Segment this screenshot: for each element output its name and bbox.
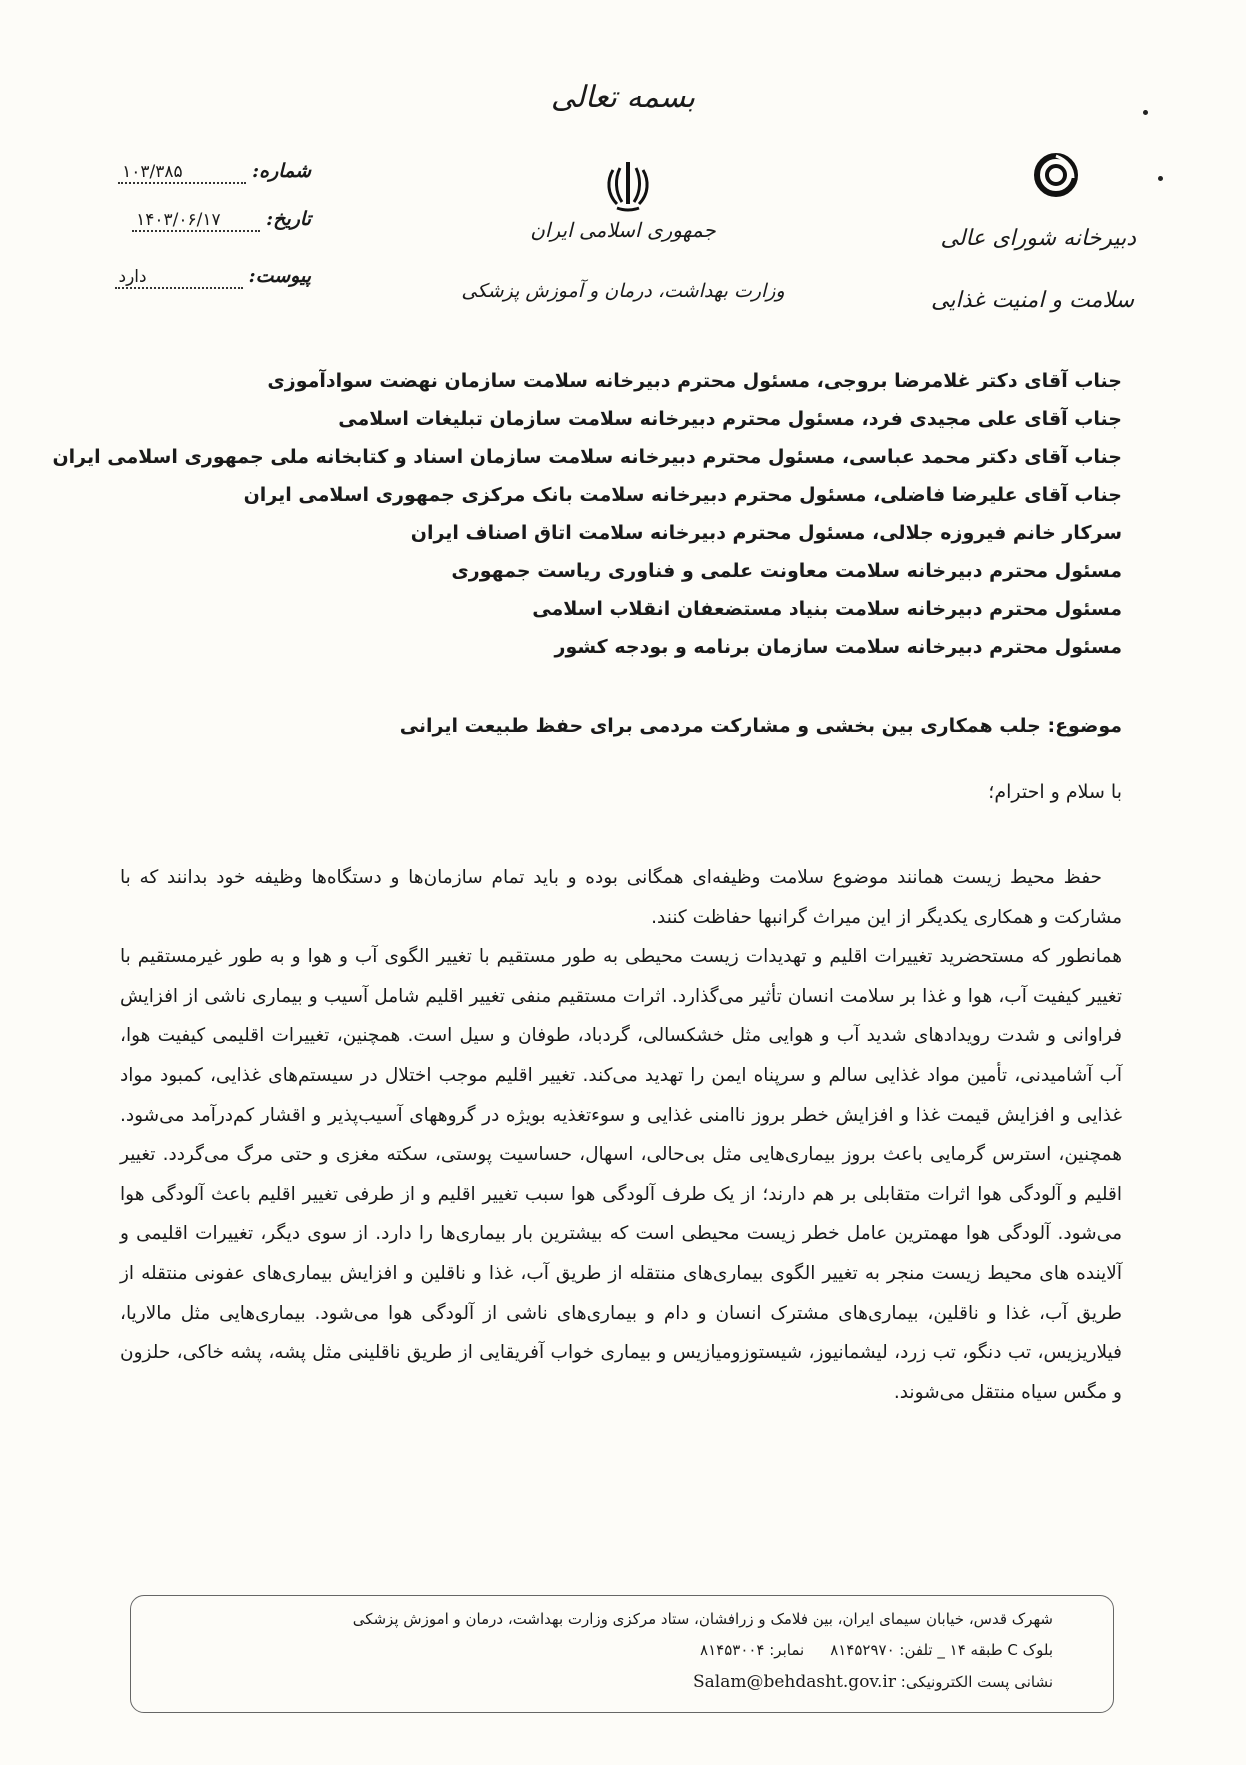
letter-date-label: تاریخ:: [266, 208, 311, 230]
addressee-item: جناب آقای دکتر محمد عباسی، مسئول محترم دبیرخانه سلامت سازمان اسناد و کتابخانه ملی جمهوری اسلامی ایران: [52, 446, 1122, 468]
letter-date-value: ۱۴۰۳/۰۶/۱۷: [132, 210, 260, 232]
scan-speck: [1143, 110, 1148, 115]
footer-contact: [700, 1641, 1053, 1659]
addressee-item: سرکار خانم فیروزه جلالی، مسئول محترم دبیرخانه سلامت اتاق اصناف ایران: [410, 522, 1122, 544]
letter-attachment-label: پیوست:: [248, 265, 311, 287]
addressee-item: جناب آقای علی مجیدی فرد، مسئول محترم دبیرخانه سلامت سازمان تبلیغات اسلامی: [338, 408, 1122, 430]
footer-address: شهرک قدس، خیابان سیمای ایران، بین فلامک و زرافشان، ستاد مرکزی وزارت بهداشت، درمان و اموزش پزشکی: [352, 1610, 1053, 1628]
footer-email-label: نشانی پست الکترونیکی:: [900, 1673, 1053, 1691]
body-paragraph: حفظ محیط زیست همانند موضوع سلامت وظیفه‌ای همگانی بوده و باید تمام سازمان‌ها و دستگاه‌ها وظیفه خود بدانند که با مشارکت و همکاری یکدیگر از این میراث گرانبها حفاظت کنند.: [120, 867, 1122, 928]
letter-attachment-value: دارد: [115, 267, 243, 289]
letter-number-value: ۱۰۳/۳۸۵: [118, 162, 246, 184]
addressee-item: مسئول محترم دبیرخانه سلامت بنیاد مستضعفان انقلاب اسلامی: [532, 598, 1122, 620]
addressee-item: مسئول محترم دبیرخانه سلامت سازمان برنامه و بودجه کشور: [554, 636, 1122, 658]
letter-date: [132, 208, 311, 232]
republic-title: جمهوری اسلامی ایران: [530, 218, 716, 242]
footer-email-line: [693, 1672, 1053, 1692]
address-footer: [130, 1595, 1114, 1713]
footer-block-phone: بلوک C طبقه ۱۴ _ تلفن: ۸۱۴۵۲۹۷۰: [830, 1641, 1053, 1659]
bismillah-heading: بسمه تعالی: [550, 80, 696, 115]
footer-fax: نمابر: ۸۱۴۵۳۰۰۴: [700, 1641, 805, 1659]
letter-number: [118, 160, 311, 184]
addressee-item: مسئول محترم دبیرخانه سلامت معاونت علمی و فناوری ریاست جمهوری: [451, 560, 1122, 582]
council-name-line2: سلامت و امنیت غذایی: [931, 288, 1134, 313]
ministry-title: وزارت بهداشت، درمان و آموزش پزشکی: [461, 280, 785, 302]
council-logo-icon: [1033, 152, 1079, 198]
letter-greeting: با سلام و احترام؛: [988, 781, 1122, 803]
footer-email-link[interactable]: Salam@behdasht.gov.ir: [693, 1672, 896, 1692]
letter-body: [120, 858, 1122, 1412]
scan-speck: [1158, 176, 1163, 181]
letter-subject: موضوع: جلب همکاری بین بخشی و مشارکت مردمی برای حفظ طبیعت ایرانی: [399, 715, 1122, 737]
letter-attachment: [115, 265, 311, 289]
iran-emblem-icon: [603, 158, 653, 214]
body-paragraph: همانطور که مستحضرید تغییرات اقلیم و تهدیدات زیست محیطی به طور مستقیم با تغییر الگوی آب و هوا و به طور غیرمستقیم با تغییر کیفیت آب، هوا و غذا بر سلامت انسان تأثیر می‌گذارد. اثرات مستقیم منفی تغییر اقلیم شامل آسیب و بیماری ناشی از افزایش فراوانی و شدت رویدادهای شدید آب و هوایی مثل خشکسالی، گردباد، طوفان و سیل است. همچنین، تغییرات اقلیمی کیفیت هوا، آب آشامیدنی، تأمین مواد غذایی سالم و سرپناه ایمن را تهدید می‌کند. تغییر اقلیم موجب اختلال در سیستم‌های غذایی، کمبود مواد غذایی و افزایش قیمت غذا و افزایش خطر بروز ناامنی غذایی و سوءتغذیه بویژه در گروههای آسیب‌پذیر و اقشار کم‌درآمد می‌شود. همچنین، استرس گرمایی باعث بروز بیماری‌هایی مثل بی‌حالی، اسهال، حساسیت پوستی، سکته مغزی و حتی مرگ می‌گردد. تغییر اقلیم و آلودگی هوا اثرات متقابلی بر هم دارند؛ از یک طرف آلودگی هوا سبب تغییر اقلیم و از طرفی تغییر اقلیم باعث آلودگی هوا می‌شود. آلودگی هوا مهمترین عامل خطر زیست محیطی است که بیشترین بار بیماری‌ها را دارد. از سوی دیگر، تغییرات اقلیمی و آلاینده های محیط زیست منجر به تغییر الگوی بیماری‌های منتقله از طریق آب، غذا و ناقلین و افزایش بیماری‌های عفونی منتقله از طریق آب، غذا و ناقلین، بیماری‌های مشترک انسان و دام و بیماری‌های ناشی از آلودگی هوا می‌شود. بیماری‌هایی مثل مالاریا، فیلاریزیس، تب دنگو، تب زرد، لیشمانیوز، شیستوزومیازیس و بیماری خواب آفریقایی از طریق ناقلینی مثل پشه، پشه خاکی، حلزون و مگس سیاه منتقل می‌شوند.: [120, 946, 1122, 1403]
council-name-line1: دبیرخانه شورای عالی: [940, 226, 1136, 251]
letter-number-label: شماره:: [252, 160, 311, 182]
addressee-item: جناب آقای علیرضا فاضلی، مسئول محترم دبیرخانه سلامت بانک مرکزی جمهوری اسلامی ایران: [243, 484, 1122, 506]
addressee-list: [52, 362, 1122, 666]
addressee-item: جناب آقای دکتر غلامرضا بروجی، مسئول محترم دبیرخانه سلامت سازمان نهضت سوادآموزی: [267, 370, 1122, 392]
